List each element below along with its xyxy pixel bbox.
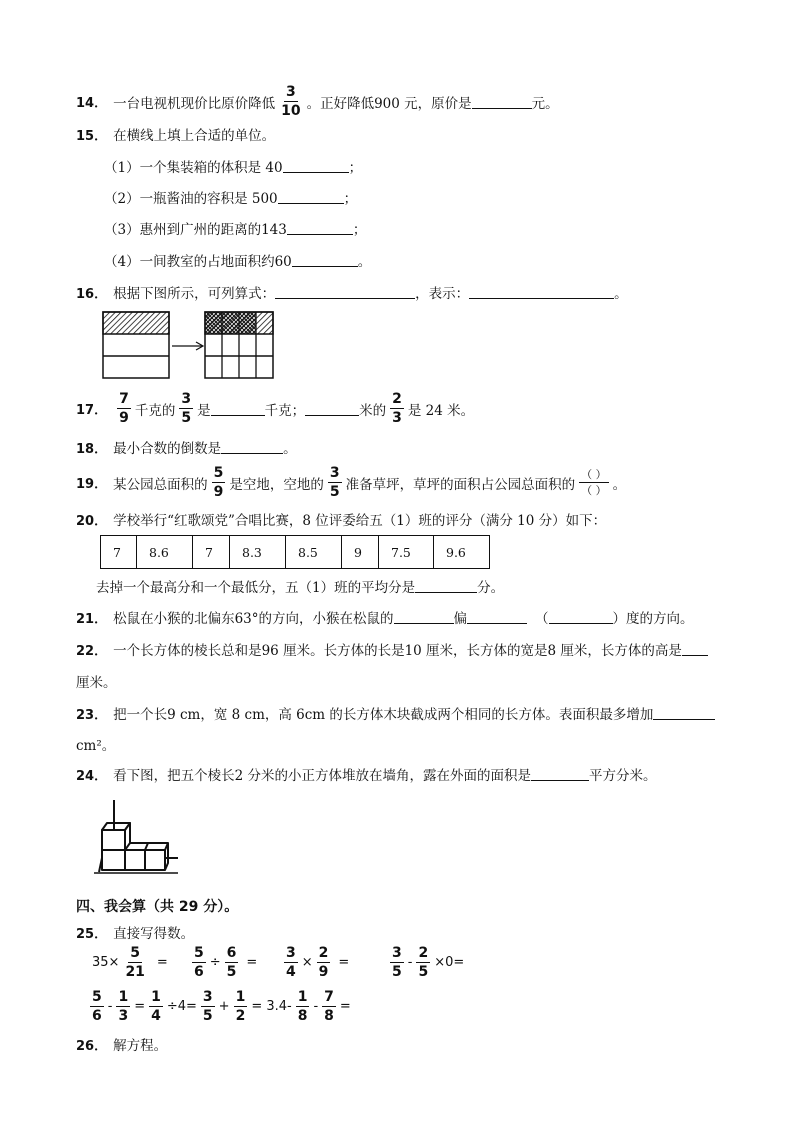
score-table	[100, 535, 490, 569]
question-text: 在横线上填上合适的单位。	[113, 128, 276, 144]
question-number: 16．	[76, 286, 108, 302]
calc-text: 35×	[92, 955, 120, 970]
answer-blank[interactable]	[283, 159, 349, 173]
fraction: $\frac{1}{8}$	[297, 989, 308, 1024]
fraction: $\frac{1}{4}$	[151, 989, 161, 1024]
question-18	[76, 437, 297, 457]
question-number: 19．	[76, 477, 108, 492]
question-number: 23．	[76, 707, 108, 723]
divided-rectangle	[205, 312, 273, 378]
fraction: $\frac{1}{3}$	[118, 989, 129, 1024]
calc-text: ÷	[209, 955, 221, 970]
arrow	[172, 342, 203, 350]
question-text: 学校举行“红歌颂党”合唱比赛，8 位评委给五（1）班的评分（满分 10 分）如下：	[113, 513, 607, 529]
question-16	[76, 282, 628, 302]
question-number: 25．	[76, 926, 108, 942]
question-text: ，表示：	[415, 286, 470, 302]
answer-blank[interactable]	[292, 253, 358, 267]
answer-blank[interactable]	[682, 642, 708, 656]
fraction-diagram	[100, 310, 290, 382]
question-15	[76, 124, 275, 144]
calc-text: =	[338, 955, 350, 970]
question-text: 把一个长9 cm，宽 8 cm，高 6cm 的长方体木块截成两个相同的长方体。表面积最多增加	[113, 707, 654, 723]
sub-item-text: （4）一间教室的占地面积约60	[104, 254, 292, 270]
answer-blank[interactable]	[531, 767, 589, 781]
sub-item	[104, 156, 362, 176]
calc-item	[188, 946, 257, 979]
calc-text: =	[246, 955, 258, 970]
question-text: ）度的方向。	[612, 611, 694, 627]
fraction: $\frac{2}{9}$	[318, 945, 329, 980]
question-number: 14．	[76, 96, 108, 111]
sub-item-text: （3）惠州到广州的距离的143	[104, 222, 287, 238]
question-text: 。正好降低900 元，原价是	[306, 95, 472, 112]
calc-text: -	[407, 955, 413, 970]
answer-blank[interactable]	[221, 440, 283, 454]
question-22	[76, 639, 708, 659]
question-text: 平方分米。	[588, 768, 657, 784]
answer-blank[interactable]	[211, 402, 265, 416]
question-text: 一个长方体的棱长总和是96 厘米。长方体的长是10 厘米，长方体的宽是8 厘米，长方体的高是	[113, 643, 682, 659]
answer-blank[interactable]	[472, 95, 532, 109]
question-22-cont	[76, 671, 117, 691]
question-17	[76, 392, 474, 425]
calc-text: ×	[301, 955, 313, 970]
sub-item-text: ；	[348, 160, 363, 176]
question-26	[76, 1034, 167, 1054]
question-text: 。	[283, 441, 297, 457]
calc-text: ×0=	[434, 955, 465, 970]
section-title: 四、我会算（共 29 分）。	[76, 899, 239, 915]
calc-text: =	[156, 955, 168, 970]
cubes-in-corner-diagram	[92, 800, 182, 880]
question-text: 米的	[359, 402, 387, 419]
sub-item	[104, 218, 366, 238]
question-text: 是空地，空地的	[229, 476, 324, 493]
fraction: $\frac{2}{3}$	[392, 391, 402, 426]
sub-item	[104, 250, 371, 270]
calc-text: ÷4=	[166, 999, 197, 1014]
question-text: 偏	[453, 611, 468, 627]
answer-blank[interactable]	[278, 190, 344, 204]
question-number: 24．	[76, 768, 108, 784]
calc-item	[386, 946, 464, 979]
calc-text: =	[134, 999, 146, 1014]
score-cell: 9	[342, 536, 379, 569]
question-number: 15．	[76, 128, 108, 144]
question-text: 分。	[477, 580, 505, 596]
sub-item-text: ；	[352, 222, 367, 238]
question-21	[76, 607, 694, 627]
table-row	[101, 536, 490, 569]
answer-blank[interactable]	[653, 706, 715, 720]
sub-item-text: （1）一个集装箱的体积是 40	[104, 160, 283, 176]
question-text: 。	[614, 286, 628, 302]
fraction: $\frac{5}{21}$	[125, 945, 145, 980]
fraction: $\frac{5}{6}$	[92, 989, 102, 1024]
question-19	[76, 466, 626, 499]
question-text: 看下图，把五个棱长2 分米的小正方体堆放在墙角，露在外面的面积是	[113, 768, 531, 784]
fraction: $\frac{1}{2}$	[235, 989, 246, 1024]
question-number: 18．	[76, 441, 108, 457]
sub-item-text: （2）一瓶酱油的容积是 500	[104, 191, 278, 207]
fraction: $\frac{3}{5}$	[392, 945, 402, 980]
calc-text: = 3.4-	[251, 999, 292, 1014]
fraction: $\frac{5}{9}$	[213, 465, 224, 500]
score-cell: 8.6	[137, 536, 193, 569]
question-text: 元。	[531, 95, 559, 112]
answer-blank[interactable]	[287, 221, 353, 235]
original-rectangle	[103, 312, 169, 378]
calc-row-2	[86, 990, 351, 1023]
question-text: 。	[612, 476, 627, 493]
fraction: $\frac{7}{8}$	[324, 989, 334, 1024]
score-cell: 8.3	[230, 536, 286, 569]
question-text: 一台电视机现价比原价降低	[113, 95, 276, 112]
question-text: 是	[197, 402, 211, 419]
answer-blank[interactable]	[394, 610, 454, 624]
calc-text: =	[339, 999, 351, 1014]
question-20-followup	[96, 576, 504, 596]
calc-text: -	[313, 999, 319, 1014]
fraction: $\frac{3}{5}$	[329, 465, 340, 500]
answer-blank[interactable]	[305, 402, 359, 416]
calc-text: +	[218, 999, 230, 1014]
question-text: 准备草坪，草坪的面积占公园总面积的	[345, 476, 576, 493]
question-number: 20．	[76, 513, 108, 529]
score-cell: 7	[193, 536, 230, 569]
question-23-cont	[76, 734, 115, 754]
question-text: 最小合数的倒数是	[113, 441, 222, 457]
question-text: 根据下图所示，可列算式：	[113, 286, 276, 302]
score-cell: 7	[101, 536, 137, 569]
fraction: $\frac{7}{9}$	[119, 391, 129, 426]
question-text: 某公园总面积的	[113, 476, 208, 493]
fraction: $\frac{2}{5}$	[418, 945, 429, 980]
answer-blank[interactable]	[469, 285, 614, 299]
answer-blank[interactable]	[467, 610, 527, 624]
answer-blank[interactable]	[275, 285, 415, 299]
question-25	[76, 922, 194, 942]
fraction: $\frac{3}{4}$	[286, 945, 296, 980]
sub-item-text: 。	[357, 254, 372, 270]
answer-fraction-blank[interactable]: $\frac{( )}{( )}$	[581, 468, 607, 497]
question-text: 去掉一个最高分和一个最低分，五（1）班的平均分是	[96, 580, 416, 596]
sub-item-text: ；	[343, 191, 358, 207]
answer-blank[interactable]	[415, 579, 477, 593]
answer-blank[interactable]	[549, 610, 613, 624]
score-cell: 7.5	[379, 536, 434, 569]
question-number: 26．	[76, 1038, 108, 1054]
question-text: （	[535, 611, 549, 627]
score-cell: 9.6	[434, 536, 490, 569]
fraction: $\frac{3}{10}$	[281, 84, 301, 119]
question-text: 松鼠在小猴的北偏东63°的方向，小猴在松鼠的	[113, 611, 394, 627]
fraction: $\frac{3}{5}$	[181, 391, 192, 426]
question-number: 21．	[76, 611, 108, 627]
question-text: 千克；	[264, 402, 306, 419]
question-text: cm²。	[76, 738, 116, 754]
question-text: 是 24 米。	[407, 402, 475, 419]
question-number: 22．	[76, 643, 108, 659]
question-24	[76, 764, 656, 784]
calc-item	[280, 946, 349, 979]
question-number: 17．	[76, 403, 108, 418]
sub-item	[104, 187, 357, 207]
score-cell: 8.5	[286, 536, 342, 569]
question-text: 直接写得数。	[113, 926, 195, 942]
question-23	[76, 703, 715, 723]
fraction: $\frac{5}{6}$	[194, 945, 204, 980]
section-heading	[76, 896, 238, 916]
question-20	[76, 509, 606, 529]
fraction: $\frac{6}{5}$	[226, 945, 237, 980]
question-14	[76, 85, 559, 118]
question-text: 厘米。	[76, 675, 117, 691]
question-text: 解方程。	[113, 1038, 168, 1054]
calc-text: -	[107, 999, 113, 1014]
fraction: $\frac{3}{5}$	[202, 989, 213, 1024]
calc-item	[92, 946, 168, 979]
question-text: 千克的	[134, 402, 176, 419]
